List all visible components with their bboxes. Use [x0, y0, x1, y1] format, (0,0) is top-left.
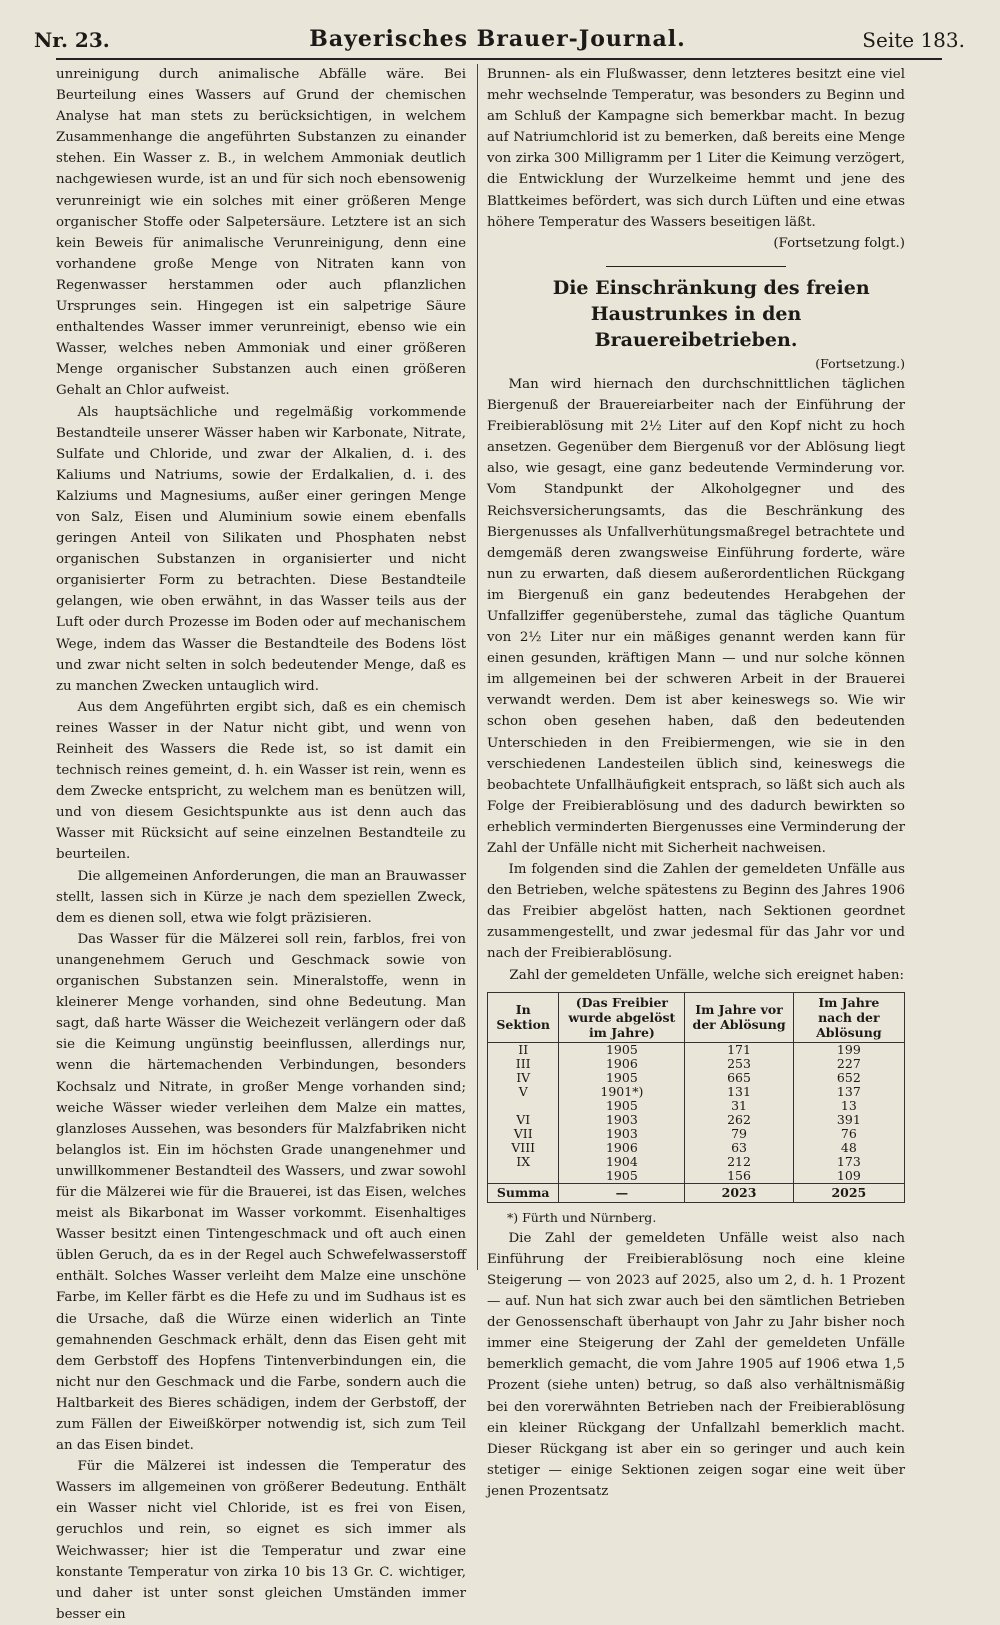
table-sum-row — [488, 1183, 905, 1202]
table-cell: 171 — [685, 1042, 793, 1057]
table-body — [488, 1042, 905, 1183]
table-row — [488, 1099, 905, 1113]
column-header: (Das Freibier wurde abgelöst im Jahre) — [559, 992, 685, 1042]
column-header: In Sektion — [488, 992, 559, 1042]
paragraph: Man wird hiernach den durchschnittlichen täglichen Biergenuß der Brauereiarbeiter nach der Einführung der Freibierablösung mit 2½ Liter auf den Kopf nicht zu hoch ansetzen. Gegenüber dem Biergenuß vor der Ablösung liegt also, wie gesagt, eine ganz bedeutende Verminderung vor. Vom Standpunkt der Alkoholgegner und des Reichsversicherungsamts, das die Beschränkung des Biergenusses als Unfallverhütungsmaßregel betrachtete und demgemäß deren zwangsweise Einführung forderte, wäre nun zu erwarten, daß diesem außerordentlichen Rückgang im Biergenuß ein ganz bedeutendes Herabgehen der Unfallziffer gegenüberstehe, zumal das tägliche Quantum von 2½ Liter nur ein mäßiges genannt werden kann für einen gesunden, kräftigen Mann — und nur solche können im allgemeinen bei der schweren Arbeit in der Brauerei verwandt werden. Dem ist aber keineswegs so. Wie wir schon oben gesehen haben, daß den bedeutenden Unterschieden in den Freibiermengen, wie sie in den verschiedenen Landesteilen üblich sind, keineswegs die beobachtete Unfallhäufigkeit entsprach, so läßt sich auch als Folge der Freibierablösung und des dadurch bewirkten so erheblich verminderten Biergenusses eine Verminderung der Zahl der Unfälle nicht mit Sicherheit nachweisen. — [487, 376, 905, 856]
column-divider — [477, 64, 478, 1270]
table-cell: VI — [488, 1113, 559, 1127]
table-cell: IV — [488, 1071, 559, 1085]
paragraph: Brunnen- als ein Flußwasser, denn letzteres besitzt eine viel mehr wechselnde Temperatur, was besonders zu Beginn und am Schluß der Kampagne sich bemerkbar macht. In bezug auf Natriumchlorid ist zu bemerken, daß bereits eine Menge von zirka 300 Milligramm per 1 Liter die Keimung verzögert, die Entwicklung der Wurzelkeime hemmt und jene des Blattkeimes befördert, was sich durch Lüften und eine etwas höhere Temperatur des Wassers beseitigen läßt. — [487, 67, 905, 230]
table-cell: 109 — [793, 1169, 904, 1184]
table-cell: 137 — [793, 1085, 904, 1099]
table-cell: 227 — [793, 1057, 904, 1071]
table-cell: 173 — [793, 1155, 904, 1169]
table-cell: 156 — [685, 1169, 793, 1184]
table-cell: 1905 — [559, 1042, 685, 1057]
table-cell: 212 — [685, 1155, 793, 1169]
table-cell: 131 — [685, 1085, 793, 1099]
header-rule — [56, 58, 942, 60]
table-cell: IX — [488, 1155, 559, 1169]
table-cell: 48 — [793, 1141, 904, 1155]
journal-title: Bayerisches Brauer-Journal. — [309, 26, 686, 52]
table-cell: V — [488, 1085, 559, 1099]
table-cell: 262 — [685, 1113, 793, 1127]
table-cell: VII — [488, 1127, 559, 1141]
paragraph: Das Wasser für die Mälzerei soll rein, farblos, frei von unangenehmem Geruch und Geschmack sowie von organischen Substanzen sein. Mineralstoffe, wenn in kleinerer Menge vorhanden, sind ohne Bedeutung. Man sagt, daß harte Wässer die Weichezeit verlängern oder daß sie die Keimung ungünstig beeinflussen, allerdings nur, wenn die härtemachenden Verbindungen, besonders Kochsalz und Nitrate, in großer Menge vorhanden sind; weiche Wässer wieder verleihen dem Malze ein mattes, glanzloses Aussehen, was besonders für Malzfabriken nicht belanglos ist. Ein im höchsten Grade unangenehmer und unwillkommener Bestandteil des Wassers, und zwar sowohl für die Mälzerei wie für die Brauerei, ist das Eisen, welches meist als Bikarbonat im Wasser vorkommt. Eisenhaltiges Wasser besitzt einen Tintengeschmack und oft auch einen üblen Geruch, da es in der Regel auch Schwefelwasserstoff enthält. Solches Wasser verleiht dem Malze eine unschöne Farbe, im Keller färbt es die Hefe zu und im Sudhaus ist es die Ursache, daß die Würze einen widerlich an Tinte gemahnenden Geschmack erhält, denn das Eisen geht mit dem Gerbstoff des Hopfens Tintenverbindungen ein, die nicht nur den Geschmack und die Farbe, sondern auch die Haltbarkeit des Bieres schädigen, indem der Gerbstoff, der zum Fällen der Eiweißkörper notwendig ist, sich zum Teil an das Eisen bindet. — [56, 931, 466, 1454]
table-cell: 79 — [685, 1127, 793, 1141]
table-cell: 253 — [685, 1057, 793, 1071]
table-cell: 1906 — [559, 1057, 685, 1071]
footnote: *) Fürth und Nürnberg. — [507, 1209, 657, 1225]
table-cell: 1904 — [559, 1155, 685, 1169]
table-row — [488, 1085, 905, 1099]
table-cell — [488, 1099, 559, 1113]
table-row — [488, 1071, 905, 1085]
accident-table — [487, 992, 905, 1203]
column-header: Im Jahre nach der Ablösung — [793, 992, 904, 1042]
table-cell — [488, 1169, 559, 1184]
article-title: Die Einschränkung des freien Haustrunkes in den Brauereibetrieben. — [552, 276, 870, 351]
table-cell: 391 — [793, 1113, 904, 1127]
table-cell: — — [559, 1183, 685, 1202]
table-cell: 2023 — [685, 1183, 793, 1202]
table-cell: 1901*) — [559, 1085, 685, 1099]
table-row — [488, 1141, 905, 1155]
table-cell: Summa — [488, 1183, 559, 1202]
table-cell: 1905 — [559, 1071, 685, 1085]
table-cell: 63 — [685, 1141, 793, 1155]
paragraph: Im folgenden sind die Zahlen der gemeldeten Unfälle aus den Betrieben, welche spätestens zu Beginn des Jahres 1906 das Freibier abgelöst hatten, nach Sektionen geordnet zusammengestellt, und zwar jedesmal für das Jahr vor und nach der Freibierablösung. — [487, 862, 905, 962]
table-row — [488, 1155, 905, 1169]
table-cell: 31 — [685, 1099, 793, 1113]
table-row — [488, 1127, 905, 1141]
table-cell: 1903 — [559, 1127, 685, 1141]
table-cell: 1905 — [559, 1169, 685, 1184]
column-header: Im Jahre vor der Ablösung — [685, 992, 793, 1042]
table-cell: 1905 — [559, 1099, 685, 1113]
table-row — [488, 1042, 905, 1057]
table-cell: 1906 — [559, 1141, 685, 1155]
table-cell: III — [488, 1057, 559, 1071]
table-cell: 13 — [793, 1099, 904, 1113]
table-cell: 2025 — [793, 1183, 904, 1202]
paragraph: Aus dem Angeführten ergibt sich, daß es ein chemisch reines Wasser in der Natur nicht gibt, und wenn von Reinheit des Wassers die Rede ist, so ist damit ein technisch reines gemeint, d. h. ein Wasser ist rein, wenn es dem Zwecke entspricht, zu welchem man es benützen will, und von diesem Gesichtspunkte aus ist denn auch das Wasser mit Rücksicht auf seine einzelnen Bestandteile zu beurteilen. — [56, 699, 466, 863]
paragraph: Als hauptsächliche und regelmäßig vorkommende Bestandteile unserer Wässer haben wir Karbonate, Nitrate, Sulfate und Chloride, und zwar der Alkalien, d. i. des Kaliums und Natriums, sowie der Erdalkalien, d. i. des Kalziums und Magnesiums, außer einer geringen Menge von Salz, Eisen und Aluminium sowie einem ebenfalls geringen Anteil von Silikaten und Phosphaten nebst organischen Substanzen in organisierter und nicht organisierter Form zu betrachten. Diese Bestandteile gelangen, wie oben erwähnt, in das Wasser teils aus der Luft oder durch Prozesse im Boden oder auf mechanischem Wege, indem das Wasser die Bestandteile des Bodens löst und zwar nicht selten in solch bedeutender Menge, daß es zu manchen Zwecken untauglich wird. — [56, 404, 466, 694]
left-column — [56, 64, 466, 1625]
table-cell: II — [488, 1042, 559, 1057]
table-cell: 76 — [793, 1127, 904, 1141]
paragraph: Für die Mälzerei ist indessen die Temperatur des Wassers im allgemeinen von größerer Bedeutung. Enthält ein Wasser nicht viel Chloride, ist es frei von Eisen, geruchlos und rein, so eignet es sich immer als Weichwasser; hier ist die Temperatur und zwar eine konstante Temperatur von zirka 10 bis 13 Gr. C. wichtiger, und daher ist unter sonst gleichen Umständen immer besser ein — [56, 1459, 466, 1622]
table-cell: 665 — [685, 1071, 793, 1085]
page-number: Seite 183. — [862, 28, 965, 52]
right-column — [487, 64, 905, 1502]
table-cell: 199 — [793, 1042, 904, 1057]
paragraph: Die allgemeinen Anforderungen, die man an Brauwasser stellt, lassen sich in Kürze je nach dem speziellen Zweck, dem es dienen soll, etwa wie folgt präzisieren. — [56, 868, 466, 926]
table-header-row — [488, 992, 905, 1042]
paragraph: Die Zahl der gemeldeten Unfälle weist also nach Einführung der Freibierablösung noch eine kleine Steigerung — von 2023 auf 2025, also um 2, d. h. 1 Prozent — auf. Nun hat sich zwar auch bei den sämtlichen Betrieben der Genossenschaft überhaupt von Jahr zu Jahr bisher noch immer eine Steigerung der Zahl der gemeldeten Unfälle bemerklich gemacht, die vom Jahre 1905 auf 1906 etwa 1,5 Prozent (siehe unten) betrug, so daß also verhältnismäßig bei den vorerwähnten Betrieben nach der Freibierablösung ein kleiner Rückgang der Unfallzahl bemerklich macht. Dieser Rückgang ist aber ein so geringer und auch kein stetiger — einige Sektionen zeigen sogar eine weit über jenen Prozentsatz — [487, 1230, 905, 1499]
issue-number: Nr. 23. — [34, 28, 110, 52]
table-caption: Zahl der gemeldeten Unfälle, welche sich ereignet haben: — [509, 967, 905, 983]
table-cell: 652 — [793, 1071, 904, 1085]
page-header — [30, 20, 965, 52]
article-continuation-note: (Fortsetzung.) — [815, 355, 905, 371]
table-cell: 1903 — [559, 1113, 685, 1127]
table-row — [488, 1057, 905, 1071]
continued-note: (Fortsetzung folgt.) — [773, 235, 905, 251]
table-cell: VIII — [488, 1141, 559, 1155]
table-row — [488, 1113, 905, 1127]
paragraph: unreinigung durch animalische Abfälle wäre. Bei Beurteilung eines Wassers auf Grund der chemischen Analyse hat man stets zu berücksichtigen, in welchem Zusammenhange die angeführten Substanzen zu einander stehen. Ein Wasser z. B., in welchem Ammoniak deutlich nachgewiesen wurde, ist an und für sich noch ebensowenig verunreinigt wie ein solches mit einer größeren Menge organischer Stoffe oder Salpetersäure. Letztere ist an sich kein Beweis für animalische Verunreinigung, denn eine vorhandene große Menge von Nitraten kann von Regenwasser herstammen oder auch pflanzlichen Ursprunges sein. Hingegen ist ein salpetrige Säure enthaltendes Wasser immer verunreinigt, ebenso wie ein Wasser, welches neben Ammoniak und einer größeren Menge organischer Substanzen auch einen größeren Gehalt an Chlor aufweist. — [56, 67, 466, 399]
section-divider — [606, 266, 786, 267]
table-row — [488, 1169, 905, 1184]
